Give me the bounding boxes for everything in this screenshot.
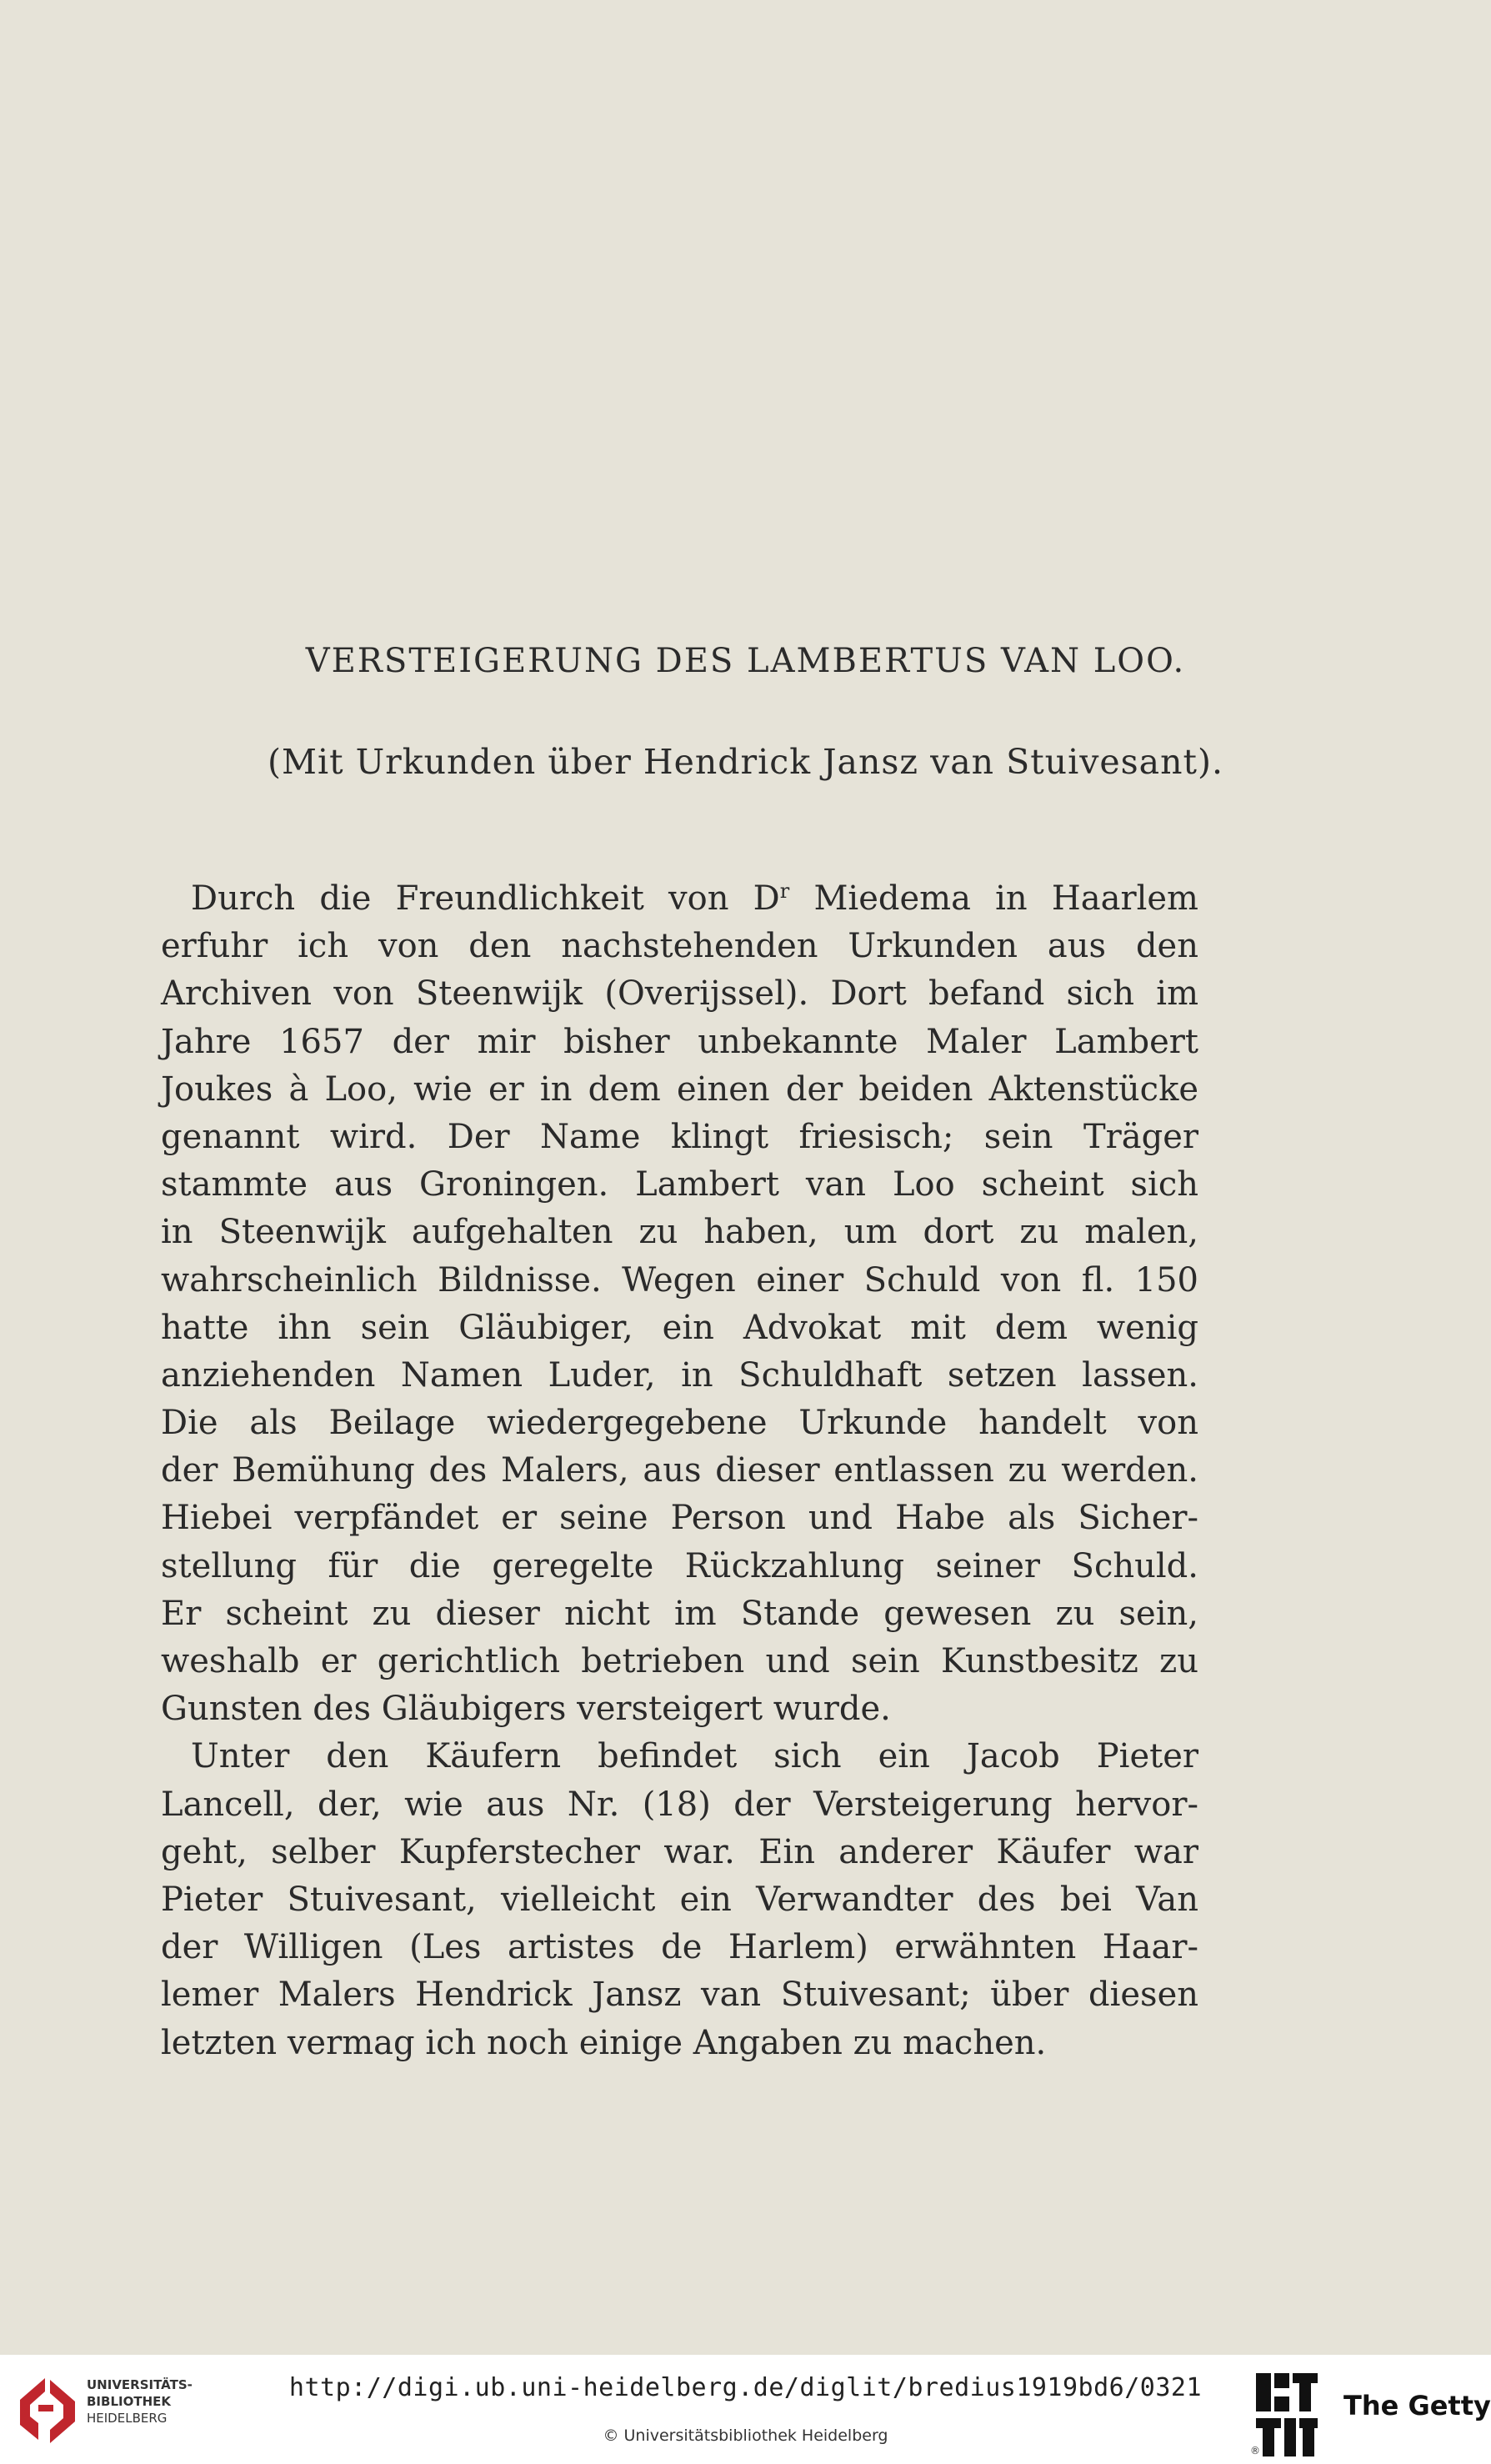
text-line: lemer Malers Hendrick Jansz van Stuivesant; über diesen <box>161 1976 1198 2015</box>
text-line: Unter den Käufern befindet sich ein Jacob Pieter <box>191 1737 1198 1776</box>
text-line: Pieter Stuivesant, vielleicht ein Verwandter des bei Van <box>161 1880 1198 1919</box>
text-line: Hiebei verpfändet er seine Person und Habe als Sicher- <box>161 1499 1198 1538</box>
text-line: der Willigen (Les artistes de Harlem) erwähnten Haar- <box>161 1928 1198 1967</box>
text-line: Archiven von Steenwijk (Overijssel). Dort befand sich im <box>161 974 1198 1014</box>
text-line: der Bemühung des Malers, aus dieser entlassen zu werden. <box>161 1451 1198 1490</box>
permalink-url[interactable]: http://digi.ub.uni-heidelberg.de/diglit/bredius1919bd6/0321 <box>288 2373 1203 2402</box>
text-line <box>161 875 1198 923</box>
text-fragment: Miedema in Haarlem <box>789 879 1198 918</box>
text-line: Lancell, der, wie aus Nr. (18) der Versteigerung hervor- <box>161 1785 1198 1824</box>
registered-mark: ® <box>1250 2445 1260 2456</box>
text-line: stellung für die geregelte Rückzahlung seiner Schuld. <box>161 1546 1198 1585</box>
text-line: geht, selber Kupferstecher war. Ein anderer Käufer war <box>161 1832 1198 1871</box>
text-line: Er scheint zu dieser nicht im Stande gewesen zu sein, <box>161 1594 1198 1633</box>
library-name-line3: HEIDELBERG <box>87 2411 168 2426</box>
text-line: stammte aus Groningen. Lambert van Loo scheint sich <box>161 1165 1198 1204</box>
page-subtitle: (Mit Urkunden über Hendrick Jansz van Stuivesant). <box>267 742 1224 782</box>
text-line: anziehenden Namen Luder, in Schuldhaft setzen lassen. <box>161 1355 1198 1395</box>
text-line: wahrscheinlich Bildnisse. Wegen einer Schuld von fl. 150 <box>161 1260 1198 1300</box>
text-line: weshalb er gerichtlich betrieben und sein Kunstbesitz zu <box>161 1642 1198 1680</box>
body-text <box>161 875 1198 2067</box>
superscript: r <box>779 879 790 903</box>
text-line: Die als Beilage wiedergegebene Urkunde handelt von <box>161 1404 1198 1443</box>
library-name-line1: UNIVERSITÄTS- <box>87 2377 193 2392</box>
text-line: Joukes à Loo, wie er in dem einen der beiden Aktenstücke <box>161 1069 1198 1109</box>
text-line: erfuhr ich von den nachstehenden Urkunden aus den <box>161 927 1198 966</box>
text-line: hatte ihn sein Gläubiger, ein Advokat mit dem wenig <box>161 1308 1198 1347</box>
copyright-notice: © Universitätsbibliothek Heidelberg <box>603 2426 888 2445</box>
getty-logo-icon <box>1254 2371 1321 2458</box>
footer-bar <box>0 2355 1491 2464</box>
text-line: in Steenwijk aufgehalten zu haben, um dort zu malen, <box>161 1213 1198 1252</box>
text-line: Jahre 1657 der mir bisher unbekannte Maler Lambert <box>161 1022 1198 1061</box>
text-fragment: Durch die Freundlichkeit von D <box>191 879 780 918</box>
text-line: letzten vermag ich noch einige Angaben zu machen. <box>161 2023 1047 2062</box>
text-line: genannt wird. Der Name klingt friesisch; sein Träger <box>161 1117 1198 1156</box>
text-line: Gunsten des Gläubigers versteigert wurde. <box>161 1690 891 1729</box>
getty-name: The Getty <box>1343 2390 1491 2421</box>
page-title: VERSTEIGERUNG DES LAMBERTUS VAN LOO. <box>305 642 1186 680</box>
library-name-line2: BIBLIOTHEK <box>87 2394 171 2409</box>
